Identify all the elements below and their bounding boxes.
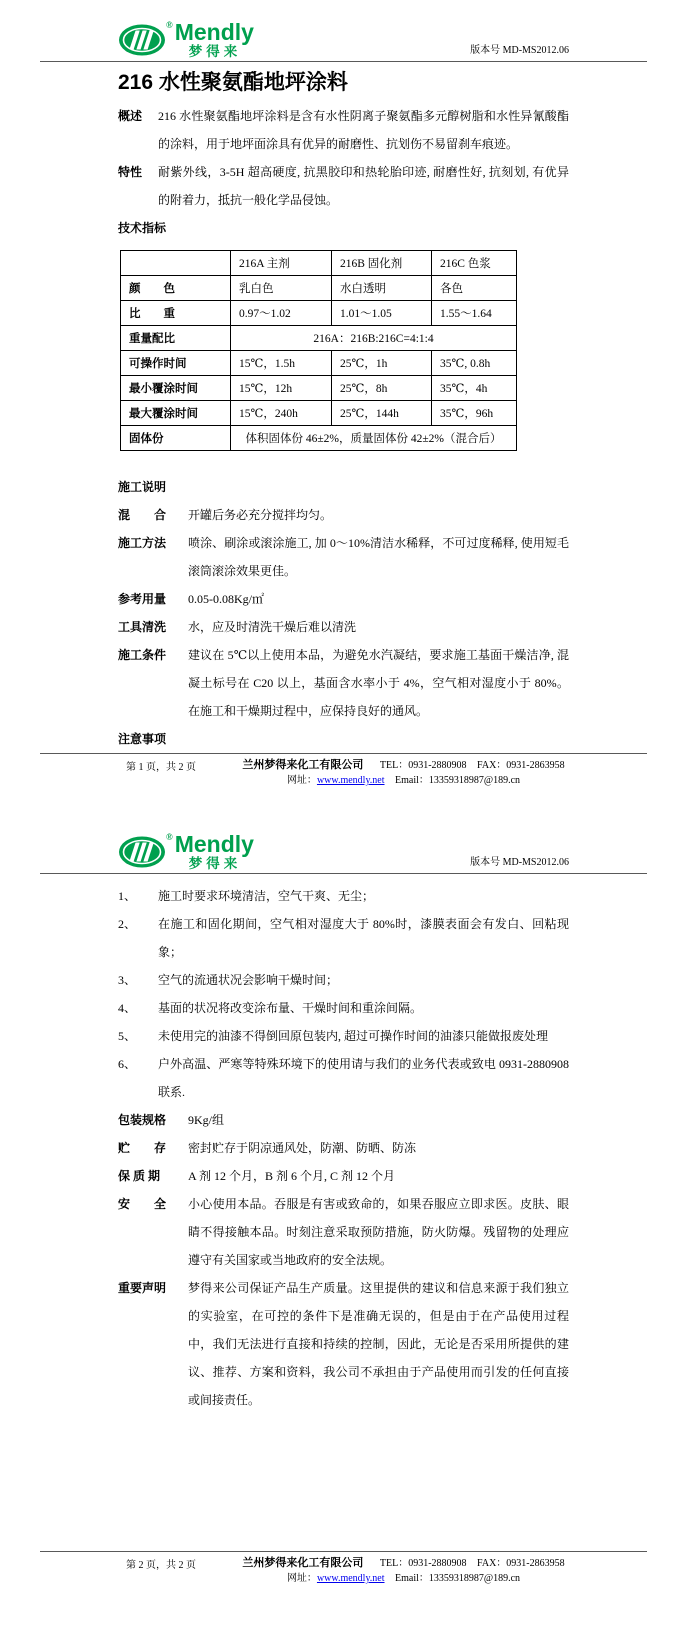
- page-footer: [118, 753, 569, 800]
- footer-email: Email：13359318987@189.cn: [395, 775, 521, 786]
- table-cell: 25℃，8h: [332, 376, 432, 401]
- notes-list-item: [118, 994, 569, 1022]
- table-cell: 1.01～1.05: [332, 301, 432, 326]
- page-footer: [118, 1551, 569, 1586]
- section-label: 概述: [118, 109, 143, 123]
- list-item-text: 在施工和固化期间，空气相对湿度大于 80%时，漆膜表面会有发白、回粘现象；: [158, 917, 569, 959]
- info-item: [118, 1190, 569, 1274]
- construction-item: [118, 641, 569, 725]
- notes-list: [118, 882, 569, 1106]
- registered-trademark-icon: ®: [166, 831, 173, 842]
- info-item-label: 安 全: [118, 1197, 167, 1211]
- table-cell: 35℃，4h: [432, 376, 517, 401]
- datasheet-page-1: [0, 0, 687, 800]
- table-cell: 35℃，96h: [432, 401, 517, 426]
- table-row: [121, 351, 517, 376]
- table-cell: 水白透明: [332, 276, 432, 301]
- table-cell: 15℃，12h: [231, 376, 332, 401]
- construction-item-label: 施工方法: [118, 536, 167, 550]
- footer-tel: TEL：0931-2880908: [379, 1558, 467, 1569]
- version-label: 版本号 MD-MS2012.06: [470, 857, 569, 868]
- table-cell: 1.55～1.64: [432, 301, 517, 326]
- table-row: [121, 326, 517, 351]
- page-header: [118, 822, 569, 870]
- notes-list-item: [118, 1050, 569, 1106]
- table-header-cell: 216B 固化剂: [332, 251, 432, 276]
- list-item-number: 2、: [118, 917, 137, 931]
- construction-item: [118, 585, 569, 613]
- logo-name-chinese: 梦得来: [188, 855, 242, 871]
- info-item-label: 重要声明: [118, 1281, 167, 1295]
- construction-heading: 施工说明: [118, 480, 167, 494]
- table-cell: 15℃，1.5h: [231, 351, 332, 376]
- registered-trademark-icon: ®: [166, 19, 173, 30]
- info-item-text: A 剂 12 个月，B 剂 6 个月, C 剂 12 个月: [188, 1169, 396, 1183]
- mendly-logo-icon: [118, 835, 168, 869]
- table-row-label: 固体份: [121, 426, 231, 451]
- info-items: [118, 1106, 569, 1414]
- table-row: [121, 401, 517, 426]
- table-row-label: 颜 色: [121, 276, 231, 301]
- intro-sections: [118, 102, 569, 214]
- intro-section: [118, 158, 569, 214]
- tech-heading: 技术指标: [118, 221, 167, 235]
- list-item-text: 未使用完的油漆不得倒回原包装内, 超过可操作时间的油漆只能做报废处理: [158, 1029, 549, 1043]
- construction-item-text: 建议在 5℃以上使用本品，为避免水汽凝结，要求施工基面干燥洁净, 混凝土标号在 C20 以上，基面含水率小于 4%，空气相对湿度小于 80%。在施工和干燥期过程中，应保持良好的通风。: [188, 648, 569, 718]
- info-item-label: 贮 存: [118, 1141, 167, 1155]
- list-item-text: 施工时要求环境清洁，空气干爽、无尘；: [158, 889, 375, 903]
- page-header: [118, 14, 569, 58]
- logo-name-chinese: 梦得来: [188, 43, 242, 59]
- company-logo: [118, 830, 254, 871]
- table-header-cell: [121, 251, 231, 276]
- page-number: 第 2 页，共 2 页: [126, 1560, 196, 1571]
- notes-list-item: [118, 966, 569, 994]
- table-cell: 各色: [432, 276, 517, 301]
- company-logo: [118, 18, 254, 59]
- construction-item-text: 0.05-0.08Kg/㎡: [188, 592, 264, 606]
- info-item-text: 梦得来公司保证产品生产质量。这里提供的建议和信息来源于我们独立的实验室，在可控的条件下是准确无误的，但是由于在产品使用过程中，我们无法进行直接和持续的控制，因此，无论是否采用所提供的建议、推荐、方案和资料，我公司不承担由于产品使用而引发的任何直接或间接责任。: [188, 1281, 569, 1407]
- footer-website-link[interactable]: www.mendly.net: [316, 775, 385, 786]
- table-row-label: 可操作时间: [121, 351, 231, 376]
- info-item-text: 小心使用本品。吞服是有害或致命的，如果吞服应立即求医。皮肤、眼睛不得接触本品。时刻注意采取预防措施，防火防爆。残留物的处理应遵守有关国家或当地政府的安全法规。: [188, 1197, 569, 1267]
- logo-name: Mendly: [174, 18, 254, 45]
- header-divider: [40, 61, 647, 62]
- construction-item: [118, 529, 569, 585]
- list-item-number: 6、: [118, 1057, 137, 1071]
- table-header-row: [121, 251, 517, 276]
- table-row-label: 最大覆涂时间: [121, 401, 231, 426]
- info-item: [118, 1274, 569, 1414]
- info-item: [118, 1134, 569, 1162]
- intro-section: [118, 102, 569, 158]
- notes-list-item: [118, 882, 569, 910]
- construction-item-label: 混 合: [118, 508, 167, 522]
- section-text: 耐紫外线，3-5H 超高硬度, 抗黑胶印和热轮胎印迹, 耐磨性好, 抗刻划, 有优异的附着力，抵抗一般化学品侵蚀。: [158, 165, 569, 207]
- table-header-cell: 216C 色浆: [432, 251, 517, 276]
- footer-company: 兰州梦得来化工有限公司: [242, 759, 364, 771]
- construction-item-label: 施工条件: [118, 648, 167, 662]
- construction-item-text: 喷涂、刷涂或滚涂施工, 加 0～10%清洁水稀释，不可过度稀释, 使用短毛滚筒滚涂效果更佳。: [188, 536, 569, 578]
- table-header-cell: 216A 主剂: [231, 251, 332, 276]
- footer-fax: FAX：0931-2863958: [477, 760, 565, 771]
- construction-item: [118, 501, 569, 529]
- mendly-logo-icon: [118, 23, 168, 57]
- table-cell: 15℃，240h: [231, 401, 332, 426]
- footer-web-label: 网址：: [286, 1573, 317, 1584]
- list-item-number: 5、: [118, 1029, 137, 1043]
- list-item-number: 3、: [118, 973, 137, 987]
- logo-name: Mendly: [174, 830, 254, 857]
- info-item-text: 9Kg/组: [188, 1113, 225, 1127]
- construction-items: [118, 501, 569, 725]
- table-cell: 乳白色: [231, 276, 332, 301]
- footer-fax: FAX：0931-2863958: [477, 1558, 565, 1569]
- notes-heading: 注意事项: [118, 732, 167, 746]
- info-item-label: 包装规格: [118, 1113, 167, 1127]
- list-item-number: 1、: [118, 889, 137, 903]
- logo-text: [174, 830, 254, 871]
- table-cell: 0.97～1.02: [231, 301, 332, 326]
- construction-item-label: 参考用量: [118, 592, 167, 606]
- footer-email: Email：13359318987@189.cn: [395, 1573, 521, 1584]
- footer-company: 兰州梦得来化工有限公司: [242, 1557, 364, 1569]
- list-item-text: 空气的流通状况会影响干燥时间；: [158, 973, 339, 987]
- footer-web-label: 网址：: [286, 775, 317, 786]
- table-row: [121, 376, 517, 401]
- construction-item: [118, 613, 569, 641]
- list-item-text: 户外高温、严寒等特殊环境下的使用请与我们的业务代表或致电 0931-2880908 联系.: [158, 1057, 569, 1099]
- info-item: [118, 1162, 569, 1190]
- table-row: [121, 426, 517, 451]
- notes-list-item: [118, 1022, 569, 1050]
- info-item: [118, 1106, 569, 1134]
- construction-item-text: 开罐后务必充分搅拌均匀。: [188, 508, 333, 522]
- page-title: 216 水性聚氨酯地坪涂料: [118, 71, 348, 94]
- footer-website-link[interactable]: www.mendly.net: [316, 1573, 385, 1584]
- page-number: 第 1 页，共 2 页: [126, 762, 196, 773]
- footer-tel: TEL：0931-2880908: [379, 760, 467, 771]
- table-row-label: 重量配比: [121, 326, 231, 351]
- table-row: [121, 276, 517, 301]
- section-text: 216 水性聚氨酯地坪涂料是含有水性阴离子聚氨酯多元醇树脂和水性异氰酸酯的涂料，用于地坪面涂具有优异的耐磨性、抗划伤不易留刹车痕迹。: [158, 109, 569, 151]
- logo-text: [174, 18, 254, 59]
- info-item-text: 密封贮存于阴凉通风处，防潮、防晒、防冻: [188, 1141, 417, 1155]
- version-label: 版本号 MD-MS2012.06: [470, 45, 569, 56]
- construction-item-text: 水，应及时清洗干燥后难以清洗: [188, 620, 357, 634]
- list-item-text: 基面的状况将改变涂布量、干燥时间和重涂间隔。: [158, 1001, 423, 1015]
- section-label: 特性: [118, 165, 143, 179]
- table-cell: 35℃, 0.8h: [432, 351, 517, 376]
- datasheet-page-2: [0, 800, 687, 1638]
- notes-list-item: [118, 910, 569, 966]
- table-row: [121, 301, 517, 326]
- table-span-cell: 体积固体份 46±2%，质量固体份 42±2%（混合后）: [231, 426, 517, 451]
- table-span-cell: 216A：216B:216C=4:1:4: [231, 326, 517, 351]
- table-row-label: 比 重: [121, 301, 231, 326]
- construction-item-label: 工具清洗: [118, 620, 167, 634]
- tech-table: [120, 250, 517, 451]
- table-row-label: 最小覆涂时间: [121, 376, 231, 401]
- info-item-label: 保 质 期: [118, 1169, 161, 1183]
- table-cell: 25℃，1h: [332, 351, 432, 376]
- list-item-number: 4、: [118, 1001, 137, 1015]
- table-cell: 25℃，144h: [332, 401, 432, 426]
